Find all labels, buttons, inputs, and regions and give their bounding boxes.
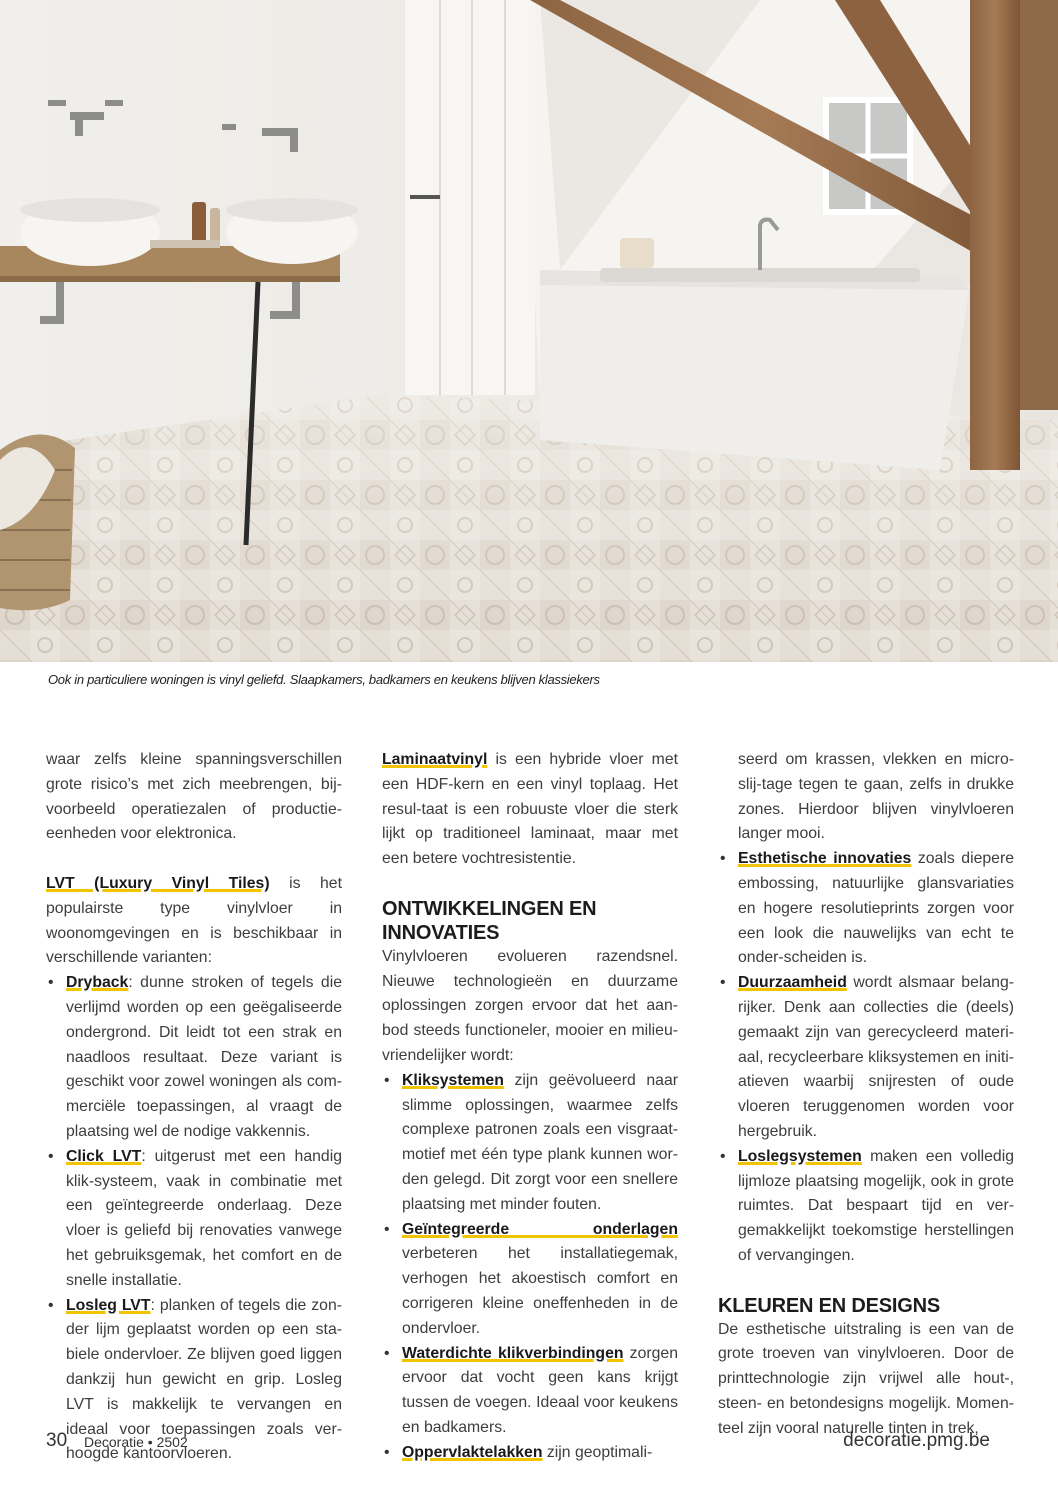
innovation-list bbox=[382, 1069, 678, 1466]
term-duurzaamheid: Duurzaamheid bbox=[738, 974, 847, 992]
innovation-list-continued bbox=[718, 748, 1014, 1269]
list-item bbox=[382, 1218, 678, 1342]
lvt-variant-list bbox=[46, 971, 342, 1467]
section-heading-innovaties: ONTWIKKELINGEN EN INNOVATIES bbox=[382, 897, 597, 944]
term-klikverbindingen: Waterdichte klikverbindingen bbox=[402, 1344, 624, 1362]
list-item bbox=[46, 1145, 342, 1294]
paragraph-laminaatvinyl bbox=[382, 748, 678, 872]
text-column-3 bbox=[718, 748, 1014, 1442]
paragraph-text: is een hybride vloer met een HDF-kern en een vinyl toplaag. Het resul-taat is een robuuste vloer die sterk lijkt op traditioneel laminaat, maar met een betere vochtresistentie. bbox=[382, 751, 678, 868]
list-item bbox=[718, 1145, 1014, 1269]
list-item bbox=[382, 1069, 678, 1218]
list-item-continued bbox=[718, 748, 1014, 847]
list-item-text: : planken of tegels die zon-der lijm geplaatst worden op een sta-biele ondervloer. Ze blijven goed liggen dankzij hun gewicht en grip. Losleg LVT is makkelijk te vervangen en ideaal voor toepassingen zoals ver-hoogde kantoorvloeren. bbox=[66, 1296, 342, 1463]
paragraph: De esthetische uitstraling is een van de grote troeven van vinylvloeren. Door de printtechnologie zijn vrijwel alle hout-, steen- en betondesigns mogelijk. Momen-teel zijn vooral naturelle tinten in trek, bbox=[718, 1320, 1014, 1437]
paragraph-lvt bbox=[46, 872, 342, 971]
website-link[interactable]: decoratie.pmg.be bbox=[843, 1430, 990, 1451]
list-item bbox=[718, 847, 1014, 971]
page-footer bbox=[46, 1428, 990, 1456]
list-item-text: zijn geoptimali- bbox=[542, 1443, 653, 1461]
section-heading-designs: KLEUREN EN DESIGNS bbox=[718, 1294, 940, 1317]
text-column-1 bbox=[46, 748, 342, 1467]
paragraph: waar zelfs kleine spanningsverschillen grote risico’s met zich meebrengen, bij-voorbeeld operatiezalen of productie-eenheden voor elektronica. bbox=[46, 751, 342, 843]
term-oppervlaktelakken: Oppervlaktelakken bbox=[402, 1443, 543, 1461]
bathroom-photo bbox=[0, 0, 1058, 662]
term-esthetische-innovaties: Esthetische innovaties bbox=[738, 850, 912, 868]
list-item bbox=[382, 1342, 678, 1441]
list-item bbox=[718, 971, 1014, 1145]
list-item-text: verbeteren het installatiegemak, verhogen het akoestisch comfort en corrigeren kleine oneffenheden in de ondervloer. bbox=[402, 1245, 678, 1337]
photo-caption: Ook in particuliere woningen is vinyl geliefd. Slaapkamers, badkamers en keukens blijven klassiekers bbox=[48, 672, 600, 687]
list-item-text: zijn geëvolueerd naar slimme oplossingen, waarmee zelfs complexe patronen zoals een visgraat-motief met één type plank kunnen wor-den gelegd. Dit zorgt voor een snellere plaatsing met minder fouten. bbox=[402, 1071, 678, 1213]
list-item-text: : dunne stroken of tegels die verlijmd worden op een geëgaliseerde ondergrond. Dit leidt tot een strak en naadloos resultaat. Deze variant is geschikt voor zowel woningen als com-merciële toepassingen, al vraagt de plaatsing wel de nodige vakkennis. bbox=[66, 974, 342, 1140]
term-loslegsystemen: Loslegsystemen bbox=[738, 1147, 862, 1165]
term-kliksystemen: Kliksystemen bbox=[402, 1071, 504, 1089]
list-item-text: zoals diepere embossing, natuurlijke glansvariaties en hogere resolutieprints zorgen voor een look die nauwelijks van echt te onder-scheiden is. bbox=[738, 850, 1014, 967]
magazine-issue: Decoratie • 2502 bbox=[84, 1434, 188, 1450]
list-item-text: : uitgerust met een handig klik-systeem, vaak in combinatie met een geïntegreerde onderlaag. Deze vloer is geliefd bij renovaties vanwege het gebruiksgemak, het comfort en de snelle installatie. bbox=[66, 1147, 342, 1289]
list-item-text: seerd om krassen, vlekken en micro-slij-tage tegen te gaan, zelfs in drukke zones. Hierdoor blijven vinylvloeren langer mooi. bbox=[738, 751, 1014, 843]
list-item-text: zorgen ervoor dat vocht geen kans krijgt tussen de voegen. Ideaal voor keukens en badkamers. bbox=[402, 1344, 678, 1436]
paragraph-text: is het populairste type vinylvloer in woonomgevingen en is beschikbaar in verschillende varianten: bbox=[46, 874, 342, 967]
page-number: 30 bbox=[46, 1430, 68, 1451]
term-click-lvt: Click LVT bbox=[66, 1147, 142, 1165]
term-dryback: Dryback bbox=[66, 974, 129, 992]
list-item bbox=[46, 971, 342, 1145]
text-column-2 bbox=[382, 748, 678, 1466]
term-losleg-lvt: Losleg LVT bbox=[66, 1296, 151, 1314]
paragraph: Vinylvloeren evolueren razendsnel. Nieuwe technologieën en duurzame oplossingen zorgen ervoor dat het aan-bod steeds functioneler, mooier en milieu-vriendelijker wordt: bbox=[382, 947, 678, 1064]
term-laminaatvinyl: Laminaatvinyl bbox=[382, 751, 488, 768]
bathroom-illustration bbox=[0, 0, 1058, 662]
term-lvt: LVT (Luxury Vinyl Tiles) bbox=[46, 874, 270, 892]
list-item-text: maken een volledig lijmloze plaatsing mogelijk, ook in grote ruimtes. Dat bespaart tijd en ver-gemakkelijkt toekomstige herstellingen of vervangingen. bbox=[738, 1147, 1014, 1264]
term-onderlagen: Geïntegreerde onderlagen bbox=[402, 1220, 678, 1238]
list-item-text: wordt alsmaar belang-rijker. Denk aan collecties die (deels) gemaakt zijn van gerecycleerd materi-aal, recycleerbare kliksystemen en initi-atieven waarbij snijresten of oude vloeren teruggenomen worden voor hergebruik. bbox=[738, 974, 1014, 1140]
